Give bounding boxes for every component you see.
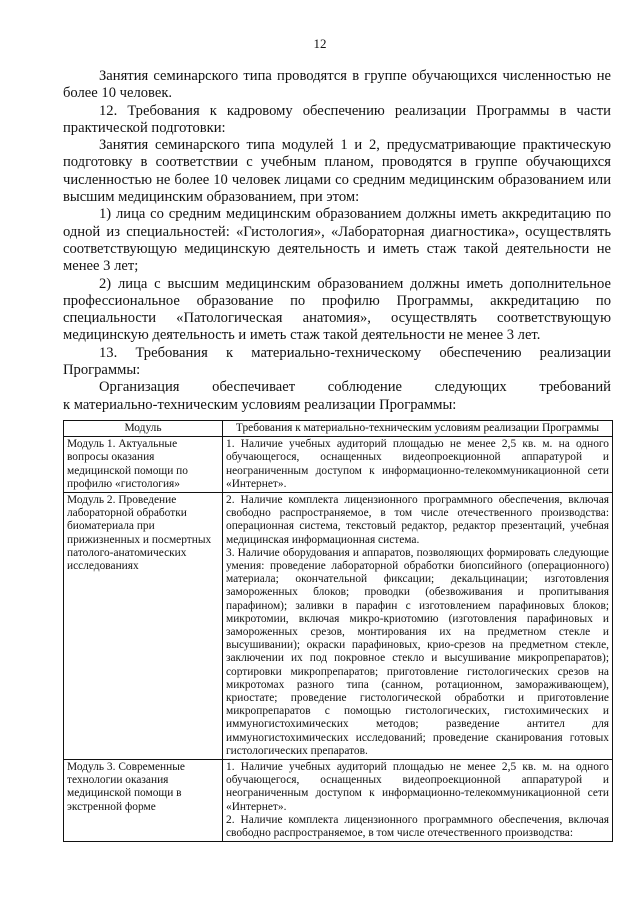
body-text [63,68,611,414]
table-header-row [64,421,613,437]
requirements-cell [223,437,613,493]
paragraph: Организация обеспечивает соблюдение следующих требований [99,379,611,396]
paragraph: 12. Требования к кадровому обеспечению реализации Программы в части практической подготовки: [63,102,611,136]
requirements-cell [223,493,613,760]
requirements-table [63,420,613,842]
table-row [64,437,613,493]
paragraph: к материально-техническим условиям реализации Программы: [63,396,457,413]
paragraph: Занятия семинарского типа модулей 1 и 2, предусматривающие практическую подготовку в соответствии с учебным планом, проводятся в группе обучающихся численностью не более 10 человек лицами со средним медицинским образованием или высшим медицинским образованием, при этом: [63,137,611,206]
requirement-item: 2. Наличие комплекта лицензионного программного обеспечения, включая свободно распространяемое, в том числе отечественного производства: операционная система, текстовый редактор, редактор презентаций, учебная медицинская информационная система. [226,494,609,546]
paragraph: Занятия семинарского типа проводятся в группе обучающихся численностью не более 10 человек. [63,68,611,102]
requirement-item: 1. Наличие учебных аудиторий площадью не менее 2,5 кв. м. на одного обучающегося, оснащенных видеопроекционной аппаратурой и неограниченным доступом к информационно-телекоммуникационной сети «Интернет». [226,761,609,813]
requirements-cell [223,760,613,842]
table-row [64,760,613,842]
paragraph: 2) лица с высшим медицинским образованием должны иметь дополнительное профессиональное образование по профилю Программы, аккредитацию по специальности «Патологическая анатомия», осуществлять соответствующую медицинскую деятельность и иметь стаж такой деятельности не менее 3 лет. [63,275,611,344]
page-number: 12 [313,36,327,51]
column-header-module: Модуль [64,421,223,437]
module-cell: Модуль 2. Проведение лабораторной обработки биоматериала при прижизненных и посмертных патолого-анатомических исследованиях [64,493,223,760]
paragraph: 1) лица со средним медицинским образованием должны иметь аккредитацию по одной из специальностей: «Гистология», «Лабораторная диагностика», осуществлять соответствующую медицинскую деятельность и иметь стаж такой деятельности не менее 3 лет; [63,206,611,275]
paragraph: 13. Требования к материально-техническому обеспечению реализации Программы: [63,344,611,379]
module-cell: Модуль 1. Актуальные вопросы оказания медицинской помощи по профилю «гистология» [64,437,223,493]
requirement-item: 1. Наличие учебных аудиторий площадью не менее 2,5 кв. м. на одного обучающегося, оснащенных видеопроекционной аппаратурой и неограниченным доступом к информационно-телекоммуникационной сети «Интернет». [226,438,609,490]
requirement-item: 2. Наличие комплекта лицензионного программного обеспечения, включая свободно распространяемое, в том числе отечественного производства: [226,813,609,840]
module-cell: Модуль 3. Современные технологии оказания медицинской помощи в экстренной форме [64,760,223,842]
table-row [64,493,613,760]
requirement-item: 3. Наличие оборудования и аппаратов, позволяющих формировать следующие умения: проведение лабораторной обработки биопсийного (операционного) материала; окончательной фиксации; декальцинации; изготовления замороженных блоков; проводки (обезвоживания и пропитывания парафином); заливки в парафин с изготовлением парафиновых блоков; микротомии, включая микро-криотомию (изготовления парафиновых и замороженных срезов, монтирования их на предметном стекле и высушивании); окраски парафиновых, крио-срезов на предметном стекле, заключении их под покровное стекло и высушивание микропрепаратов); сортировки микропрепаратов; приготовление гистологических срезов на микротомах разного типа (санном, ротационном, замораживающем), криостате; проведение гистологической обработки и приготовление микропрепаратов с помощью гистологических, гистохимических и иммуногистохимических методов; разведение антител для иммуногистохимических исследований; проведение сканирования готовых гистологических препаратов. [226,546,609,757]
column-header-requirements: Требования к материально-техническим условиям реализации Программы [223,421,613,437]
